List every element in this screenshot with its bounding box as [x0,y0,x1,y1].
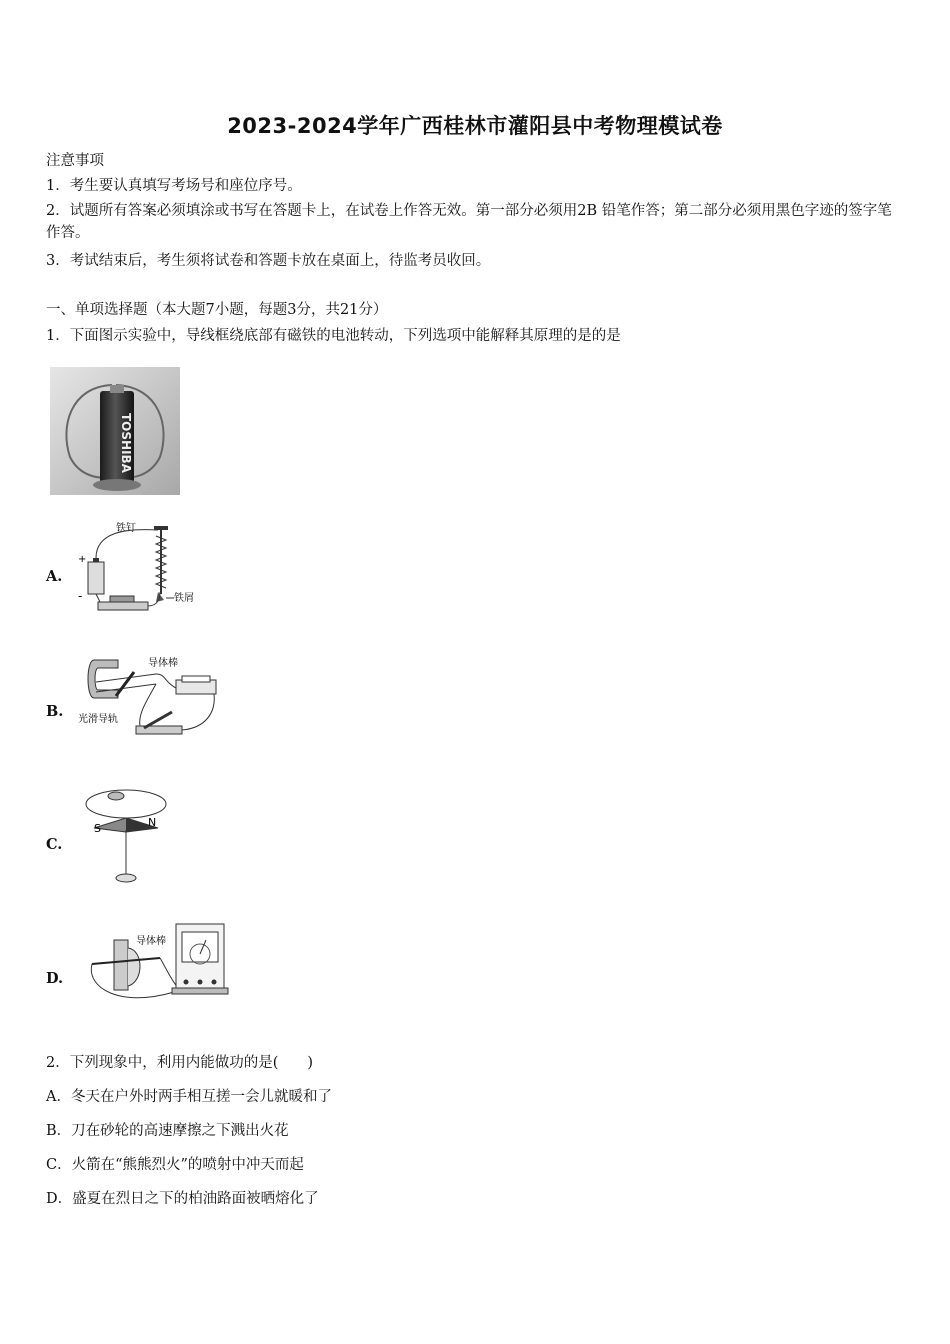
label-iron-filings: 铁屑 [174,593,194,604]
q2-option-c: C．火箭在“熊熊烈火”的喷射中冲天而起 [46,1157,304,1173]
label-smooth-rail: 光滑导轨 [78,714,118,725]
label-plus: + [78,554,87,565]
q1-option-c-figure [82,782,172,886]
label-conductor-rod: 导体棒 [148,658,178,669]
q2-option-a: A．冬天在户外时两手相互搓一会儿就暖和了 [46,1089,332,1105]
label-conductor-rod-d: 导体棒 [136,936,166,947]
label-north-pole: N [148,816,157,829]
note-item-1: 1．考生要认真填写考场号和座位序号。 [46,178,302,194]
q2-stem: 2．下列现象中，利用内能做功的是( ) [46,1055,314,1071]
q1-option-c-label: C. [46,836,63,853]
label-minus: - [78,589,83,603]
q1-option-d-figure [80,918,230,1012]
notes-heading: 注意事项 [46,153,104,169]
battery-photo [50,367,180,495]
q1-option-d-label: D. [46,970,64,987]
page-title: 2023-2024学年广西桂林市灌阳县中考物理模试卷 [227,114,723,138]
label-iron-nail: 铁钉 [116,523,136,534]
q1-option-a-figure [76,520,206,620]
section-heading: 一、单项选择题（本大题7小题，每题3分，共21分） [46,302,388,318]
q2-option-b: B．刀在砂轮的高速摩擦之下溅出火花 [46,1123,289,1139]
q1-option-b-label: B. [46,703,64,720]
q2-option-d: D．盛夏在烈日之下的柏油路面被晒熔化了 [46,1191,319,1207]
q1-option-b-figure [76,652,226,744]
q1-stem: 1．下面图示实验中，导线框绕底部有磁铁的电池转动，下列选项中能解释其原理的是的是 [46,328,621,344]
note-item-3: 3．考试结束后，考生须将试卷和答题卡放在桌面上，待监考员收回。 [46,253,491,269]
note-item-2: 2．试题所有答案必须填涂或书写在答题卡上，在试卷上作答无效。第一部分必须用2B 铅笔作答；第二部分必须用黑色字迹的签字笔作答。 [46,203,892,241]
battery-brand-text: TOSHIBA [119,413,133,473]
label-south-pole: S [94,822,101,835]
q1-option-a-label: A. [46,568,63,585]
